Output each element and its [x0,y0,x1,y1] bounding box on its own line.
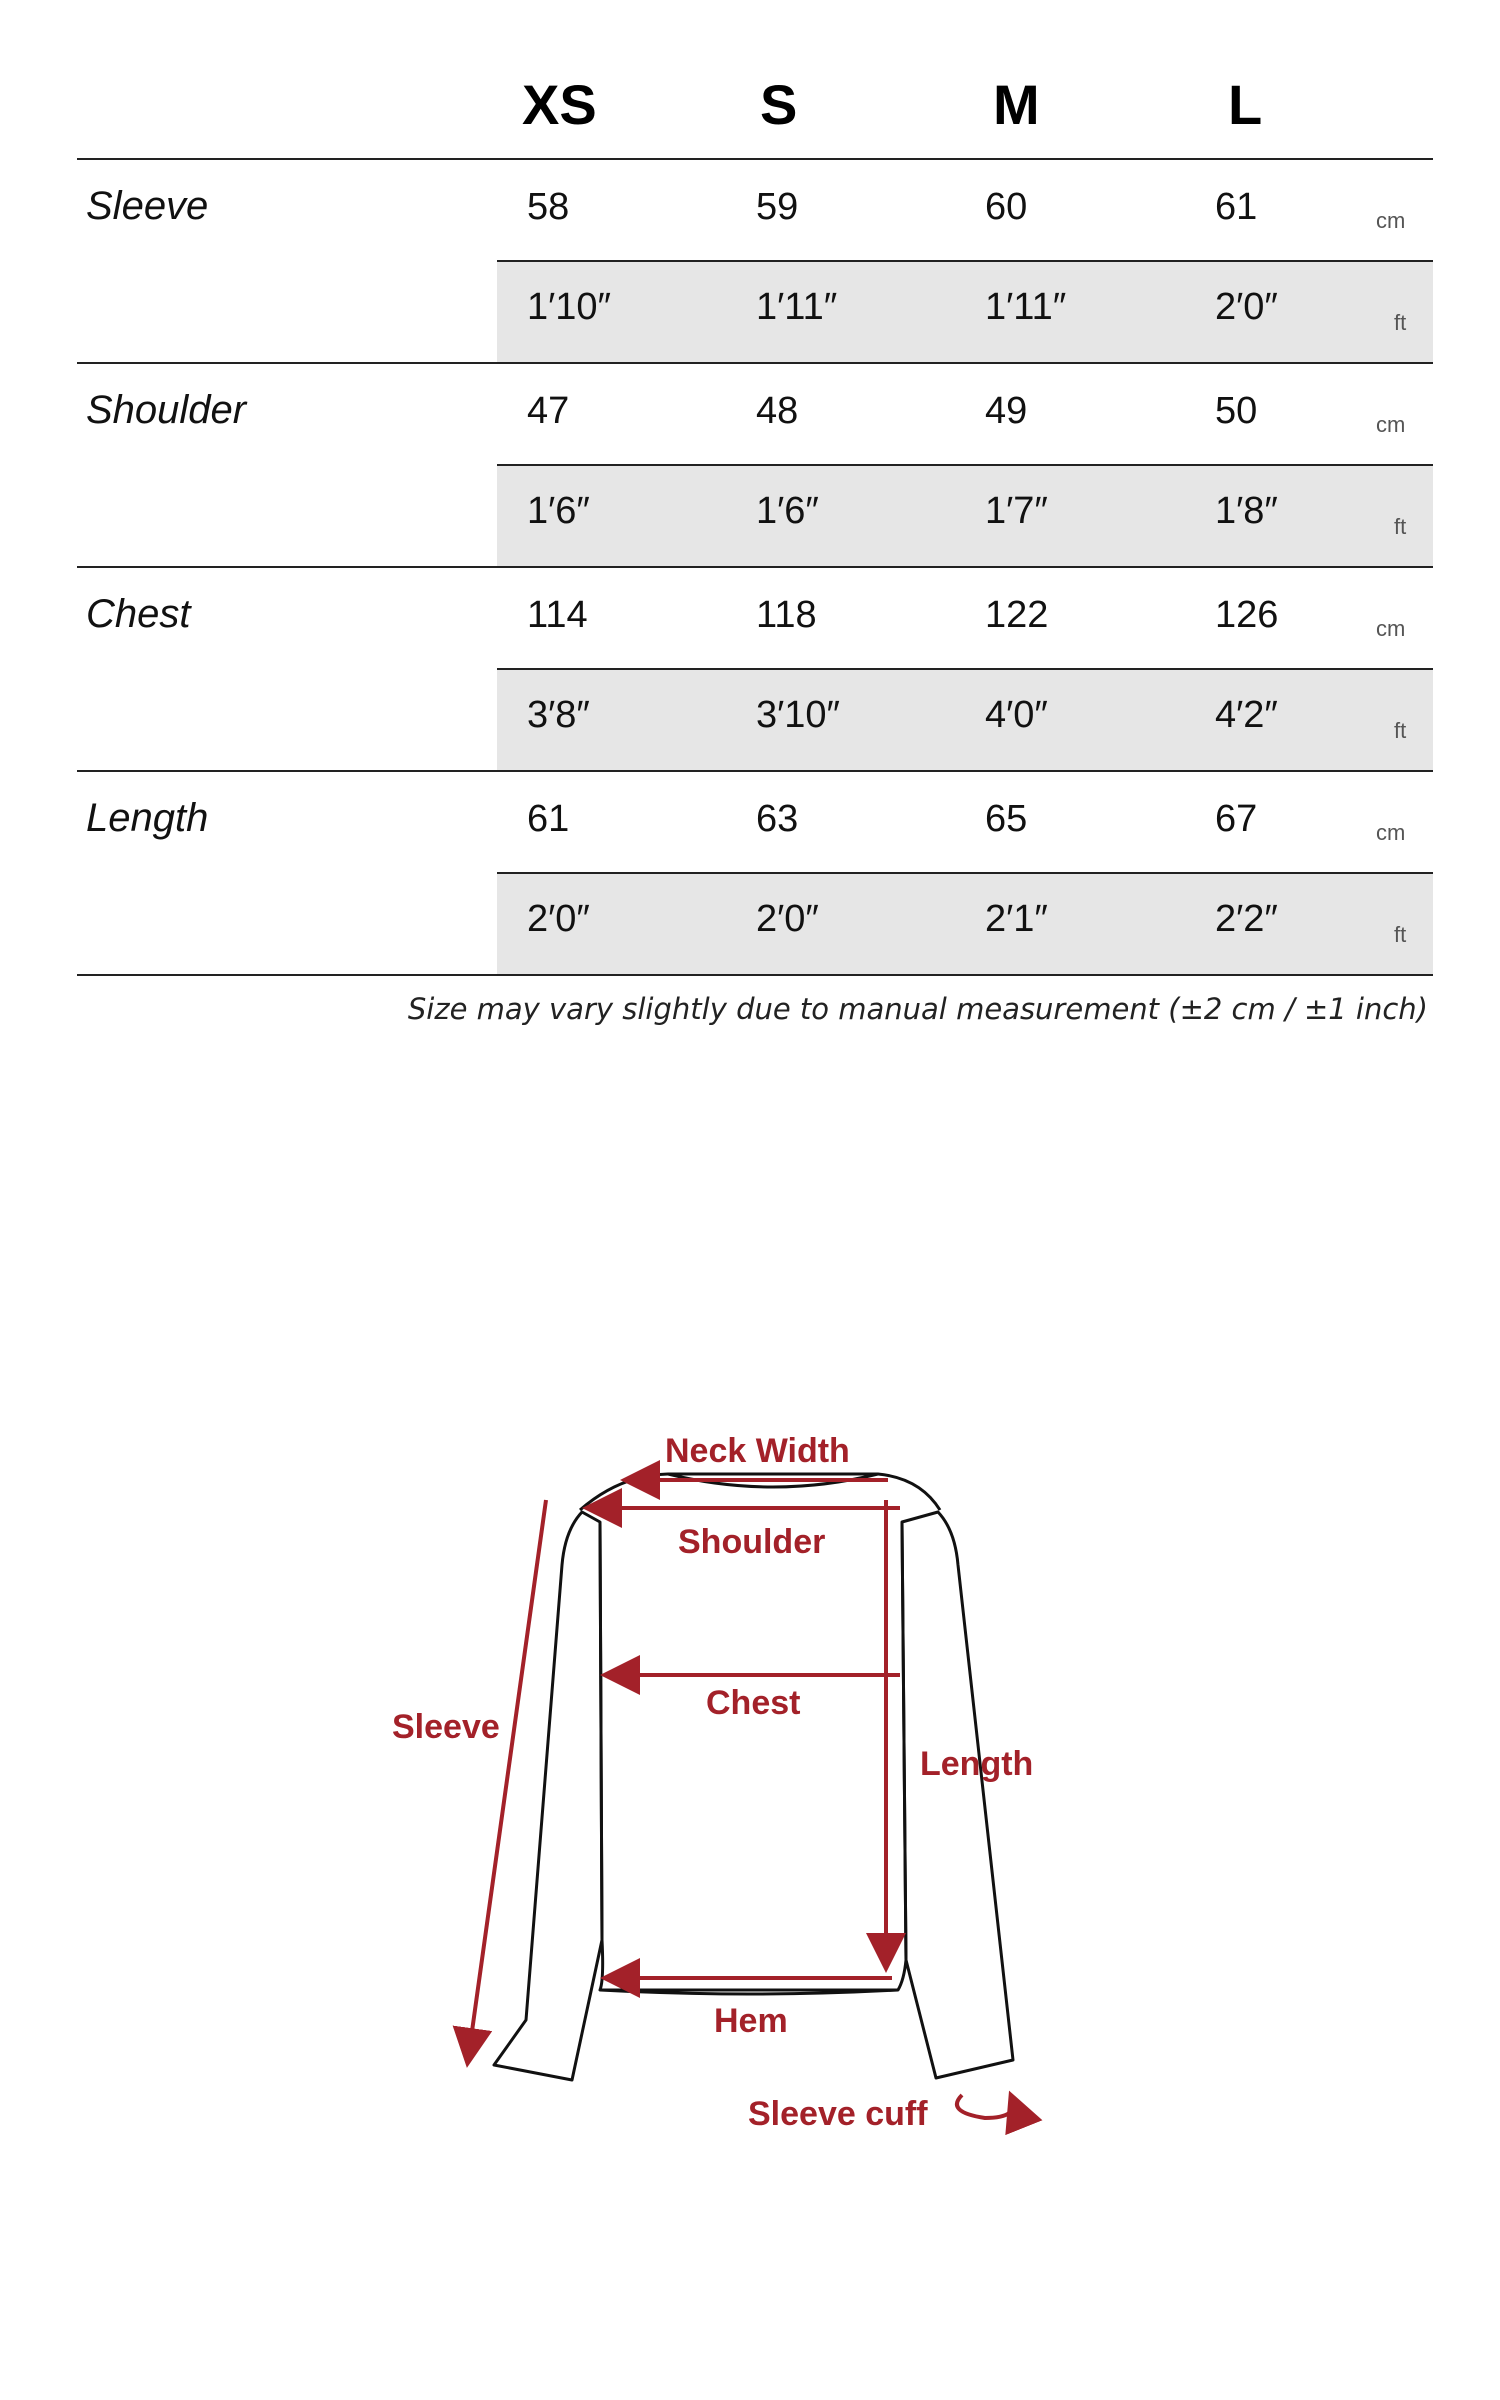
unit-ft: ft [1394,514,1407,539]
table-cell: 4′0″ [985,694,1048,736]
table-cell: 49 [985,390,1028,432]
table-cell: 2′2″ [1215,898,1278,940]
table-cell: 1′7″ [985,490,1048,532]
table-cell: 60 [985,186,1028,228]
table-cell: 4′2″ [1215,694,1278,736]
table-cell: 3′8″ [527,694,590,736]
table-cell: 114 [527,594,588,636]
row-label-shoulder: Shoulder [86,388,247,432]
unit-cm: cm [1376,616,1406,641]
garment-diagram [0,1380,1500,2160]
row-subdivider [497,668,1433,670]
table-cell: 1′10″ [527,286,611,328]
table-cell: 1′8″ [1215,490,1278,532]
table-cell: 1′11″ [756,286,838,328]
table-cell: 65 [985,798,1028,840]
label-sleeve: Sleeve [392,1708,500,1746]
unit-cm: cm [1376,412,1406,437]
unit-cm: cm [1376,208,1406,233]
unit-ft: ft [1394,310,1407,335]
sleeve-arrow [468,1500,546,2060]
ft-row-band [497,670,1433,770]
table-cell: 118 [756,594,817,636]
table-divider [77,362,1433,364]
table-cell: 2′0″ [1215,286,1278,328]
unit-cm: cm [1376,820,1406,845]
unit-ft: ft [1394,718,1407,743]
table-cell: 50 [1215,390,1258,432]
label-length: Length [920,1745,1034,1783]
label-sleeve-cuff: Sleeve cuff [748,2095,928,2133]
row-label-sleeve: Sleeve [86,184,209,228]
table-cell: 3′10″ [756,694,840,736]
ft-row-band [497,262,1433,362]
table-cell: 1′11″ [985,286,1067,328]
table-cell: 2′0″ [527,898,590,940]
table-cell: 67 [1215,798,1258,840]
table-divider [77,974,1433,976]
table-cell: 122 [985,594,1049,636]
row-subdivider [497,872,1433,874]
label-chest: Chest [706,1684,801,1722]
table-cell: 61 [527,798,570,840]
table-cell: 61 [1215,186,1258,228]
table-cell: 1′6″ [527,490,590,532]
size-header-xs: XS [522,73,597,136]
row-subdivider [497,260,1433,262]
sleeve-cuff-arrow [957,2095,1014,2118]
size-header-s: S [760,73,798,136]
size-header-l: L [1228,73,1263,136]
row-label-chest: Chest [86,592,191,636]
table-cell: 58 [527,186,570,228]
table-cell: 47 [527,390,570,432]
table-cell: 63 [756,798,799,840]
table-divider [77,566,1433,568]
ft-row-band [497,874,1433,974]
table-cell: 2′0″ [756,898,819,940]
label-hem: Hem [714,2002,788,2040]
table-cell: 59 [756,186,799,228]
label-shoulder: Shoulder [678,1523,826,1561]
table-cell: 48 [756,390,799,432]
label-neck-width: Neck Width [665,1432,850,1470]
ft-row-band [497,466,1433,566]
table-cell: 2′1″ [985,898,1048,940]
size-header-m: M [993,73,1040,136]
measurement-note: Size may vary slightly due to manual measurement (±2 cm / ±1 inch) [407,992,1428,1026]
table-divider [77,770,1433,772]
row-subdivider [497,464,1433,466]
unit-ft: ft [1394,922,1407,947]
table-divider [77,158,1433,160]
row-label-length: Length [86,796,209,840]
table-cell: 126 [1215,594,1279,636]
table-cell: 1′6″ [756,490,819,532]
